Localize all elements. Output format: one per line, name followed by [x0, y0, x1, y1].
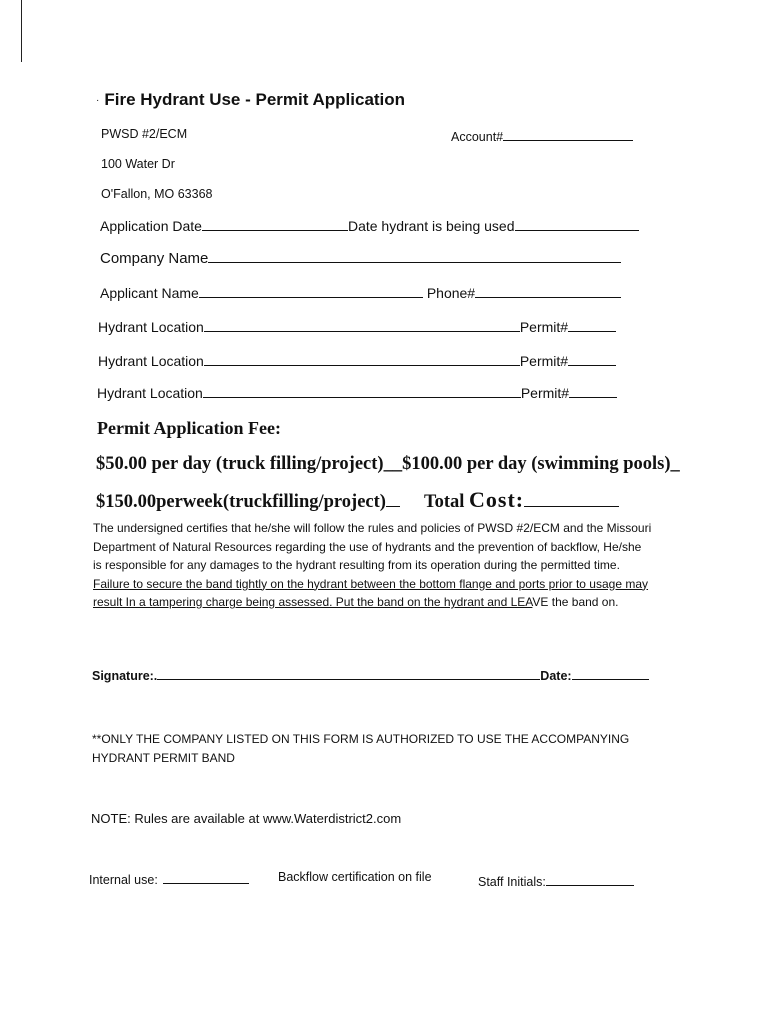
account-field[interactable]	[451, 128, 633, 144]
rules-note: NOTE: Rules are available at www.Waterdistrict2.com	[91, 811, 402, 826]
application-date-line	[202, 218, 348, 231]
company-name-field[interactable]	[100, 250, 621, 267]
org-address-line2: O'Fallon, MO 63368	[101, 187, 213, 201]
certification-text: The undersigned certifies that he/she will follow the rules and policies of PWSD #2/ECM and the Missouri Department of Natural Resources regarding the use of hydrants and the prevention of backflow, He/she is responsible for any damages to the hydrant resulting from its operation during the permitted time.	[93, 521, 652, 572]
account-line	[503, 128, 633, 141]
permit-label: Permit#	[520, 385, 570, 401]
backflow-certification: Backflow certification on file	[278, 870, 432, 884]
authorization-notice: **ONLY THE COMPANY LISTED ON THIS FORM IS AUTHORIZED TO USE THE ACCOMPANYING HYDRANT PERMIT BAND	[92, 732, 630, 765]
hydrant-location-line	[203, 385, 521, 398]
permit-label: Permit#	[519, 353, 569, 369]
org-name: PWSD #2/ECM	[101, 127, 188, 141]
applicant-name-line	[199, 285, 423, 298]
permit-line	[569, 385, 617, 398]
staff-initials-label: Staff Initials:	[478, 875, 546, 889]
form-title	[96, 90, 405, 110]
internal-use-field[interactable]	[89, 871, 249, 887]
signature-label: Signature:.	[92, 669, 158, 683]
page-margin-mark	[21, 0, 22, 62]
company-name-line	[208, 250, 621, 263]
applicant-name-label: Applicant Name	[100, 285, 199, 301]
bullet-dot: ·	[96, 95, 100, 107]
internal-use-line	[163, 871, 249, 884]
total-cost-line[interactable]	[524, 494, 619, 507]
permit-line	[568, 353, 616, 366]
phone-label: Phone#	[426, 285, 476, 301]
internal-use-label: Internal use:	[89, 873, 158, 887]
fee-line-1: $50.00 per day (truck filling/project)__$100.00 per day (swimming pools)_	[96, 454, 680, 474]
application-date-label: Application Date	[100, 218, 202, 234]
staff-initials-field[interactable]	[478, 873, 634, 889]
hydrant-location-label: Hydrant Location	[98, 353, 204, 369]
form-title-text: Fire Hydrant Use - Permit Application	[104, 90, 406, 109]
certification-paragraph	[93, 519, 653, 612]
hydrant-location-row-2[interactable]	[98, 353, 616, 369]
application-date-field[interactable]	[100, 218, 639, 234]
tampering-warning: Failure to secure the band tightly on the hydrant between the bottom flange and ports prior to usage may result In a tampering charge being assessed. Put the band on the hydrant and LEA	[93, 576, 649, 609]
phone-line	[475, 285, 621, 298]
cost-label: Cost:	[469, 487, 525, 512]
date-label: Date:	[540, 669, 572, 683]
date-hydrant-used-line	[515, 218, 639, 231]
signature-line	[157, 667, 540, 680]
hydrant-location-label: Hydrant Location	[97, 385, 203, 401]
staff-initials-line	[546, 873, 634, 886]
account-label: Account#	[451, 130, 504, 144]
permit-line	[568, 319, 616, 332]
fee-line-2	[96, 487, 619, 513]
hydrant-location-row-1[interactable]	[98, 319, 616, 335]
applicant-name-field[interactable]	[100, 285, 621, 301]
hydrant-location-row-3[interactable]	[97, 385, 617, 401]
signature-field[interactable]	[92, 667, 649, 683]
org-address-line1: 100 Water Dr	[101, 157, 175, 171]
hydrant-location-line	[204, 353, 520, 366]
hydrant-location-line	[204, 319, 520, 332]
fee-heading: Permit Application Fee:	[97, 418, 281, 438]
permit-label: Permit#	[519, 319, 569, 335]
certification-ending: VE the band on.	[532, 595, 619, 609]
total-label: Total	[423, 492, 465, 512]
weekly-fee-line	[386, 494, 400, 507]
date-hydrant-used-label: Date hydrant is being used	[347, 218, 515, 234]
weekly-fee: $150.00perweek(truckfilling/project)	[96, 492, 386, 512]
signature-date-line	[572, 667, 649, 680]
company-name-label: Company Name	[100, 250, 209, 267]
hydrant-location-label: Hydrant Location	[98, 319, 204, 335]
